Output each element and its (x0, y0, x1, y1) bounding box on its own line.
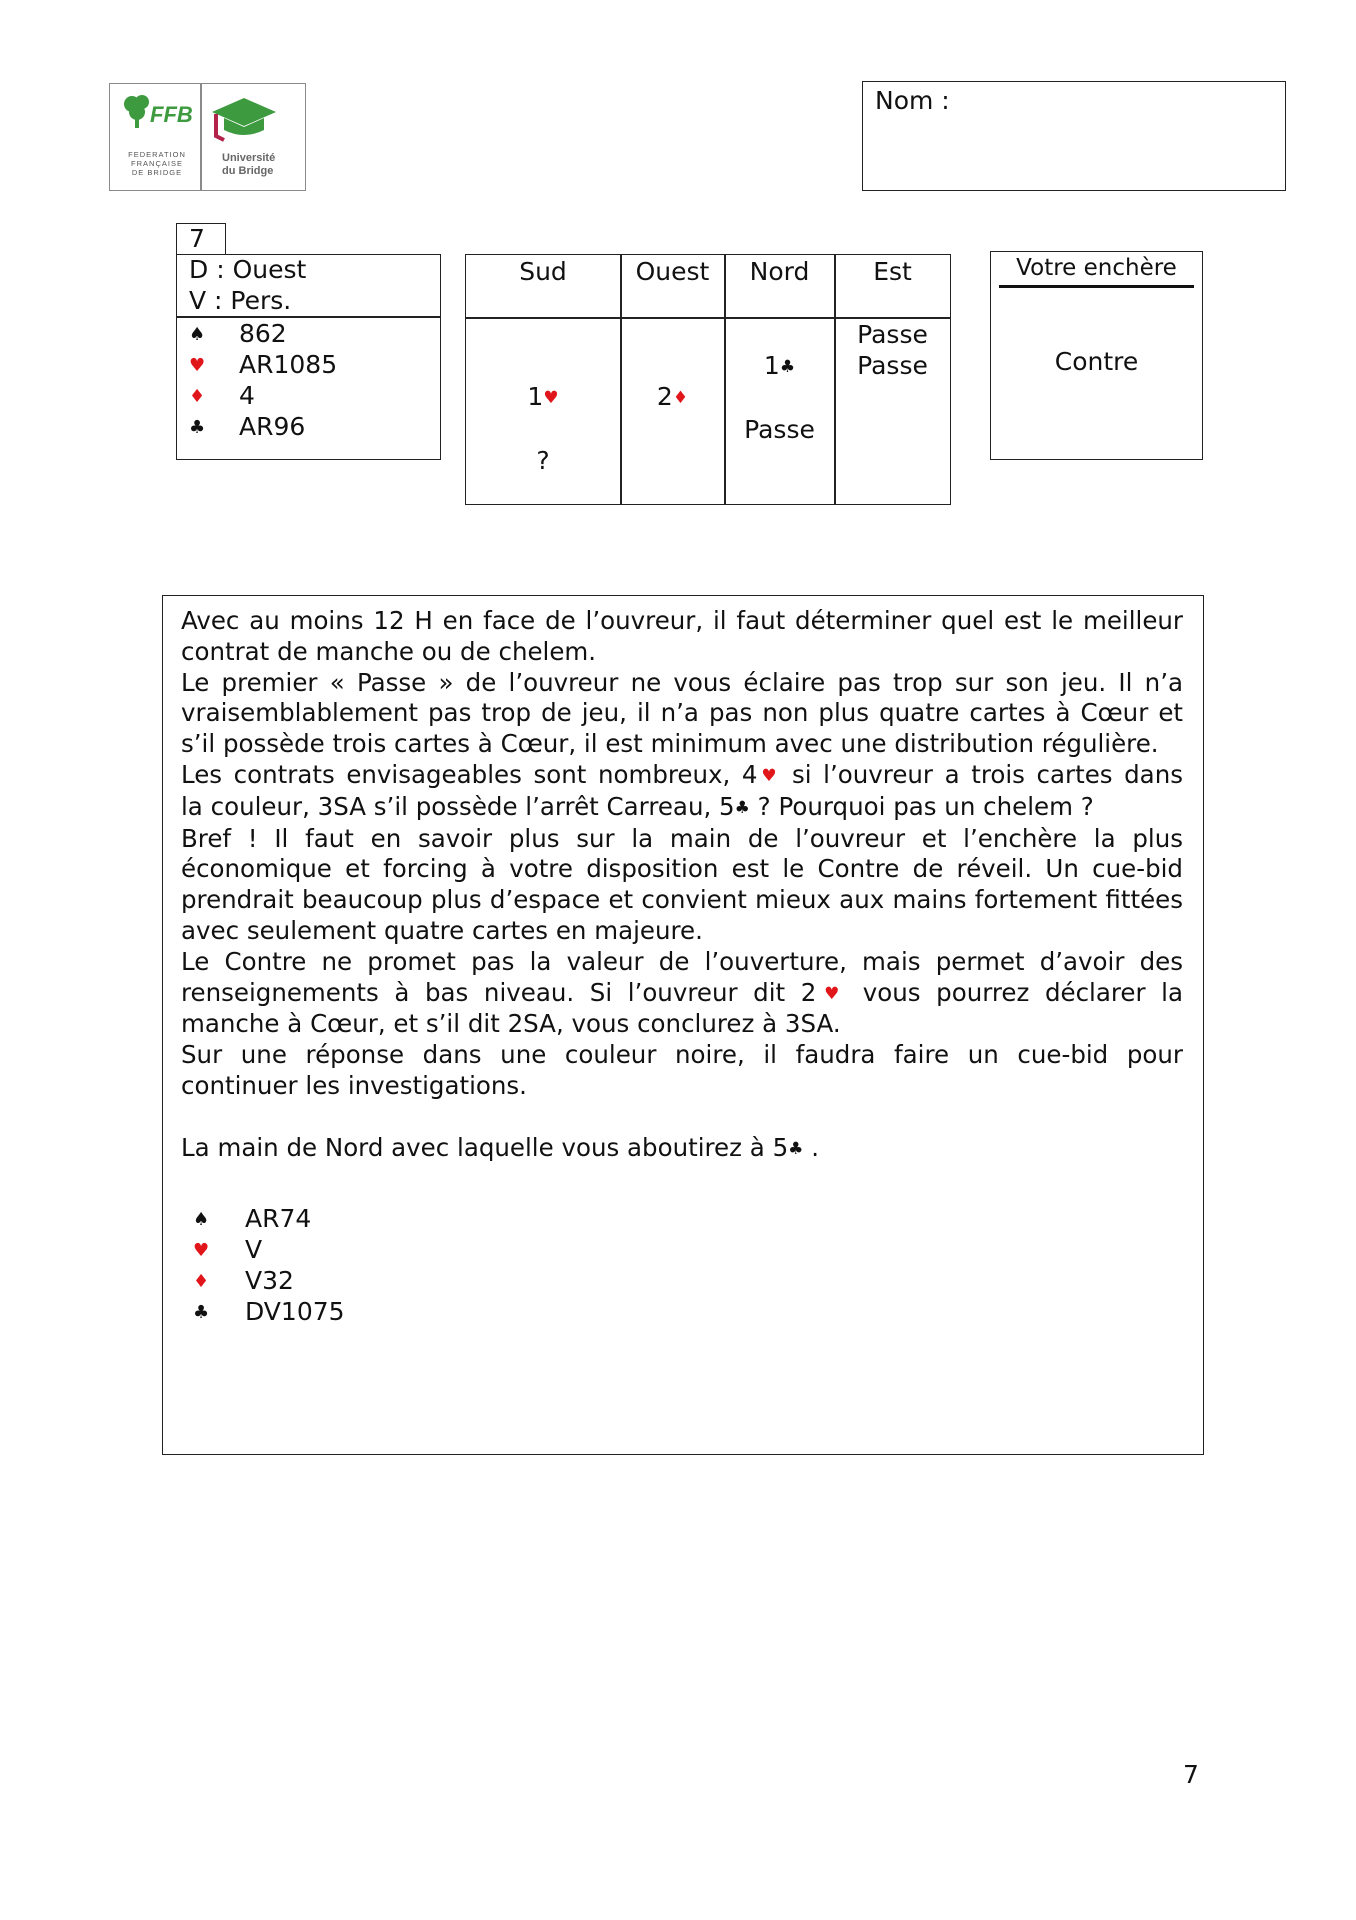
text-line: la couleur, 3SA s’il possède l’arrêt Carreau, 5♣ ? Pourquoi pas un chelem ? (181, 791, 1094, 821)
bid-sud-1-level: 1 (527, 382, 544, 411)
heart-icon: ♥ (543, 388, 559, 408)
diamond-icon: ♦ (189, 386, 206, 407)
answer-title: Votre enchère (1016, 255, 1177, 281)
heart-cards: AR1085 (239, 350, 338, 379)
deal-number: 7 (176, 223, 226, 255)
spade-icon: ♠ (189, 324, 206, 345)
bid-header-est: Est (873, 257, 912, 286)
bidding-table (465, 254, 951, 505)
bid-sud-2: ? (536, 446, 550, 475)
universite-text: Université du Bridge (222, 152, 276, 177)
text-line: prendrait beaucoup plus d’espace et convient mieux aux mains fortement fittées (181, 885, 1183, 915)
club-icon: ♣ (193, 1302, 210, 1323)
text-line: continuer les investigations. (181, 1070, 527, 1100)
spade-icon: ♠ (193, 1209, 210, 1230)
north-hand-intro: La main de Nord avec laquelle vous aboutirez à 5♣ . (181, 1132, 819, 1162)
bid-nord-2: Passe (744, 415, 815, 444)
text-line: contrat de manche ou de chelem. (181, 636, 597, 666)
tree-icon (122, 94, 152, 130)
vulnerability-label: V : Pers. (189, 286, 292, 315)
diamond-icon: ♦ (193, 1271, 210, 1292)
club-icon: ♣ (189, 417, 206, 438)
answer-box (990, 251, 1203, 460)
heart-icon: ♥ (189, 355, 206, 376)
text-line: Le premier « Passe » de l’ouvreur ne vous éclaire pas trop sur son jeu. Il n’a (181, 667, 1183, 697)
graduation-cap-icon (210, 96, 278, 144)
hand-diamonds (189, 380, 255, 412)
diamond-cards: 4 (239, 381, 255, 410)
commentary-text (181, 606, 1183, 1164)
bid-sud (466, 350, 620, 476)
club-icon: ♣ (779, 357, 796, 377)
ffb-logo-text: FFB (150, 102, 193, 127)
text-line: Le Contre ne promet pas la valeur de l’ouverture, mais permet d’avoir des (181, 946, 1183, 976)
bid-ouest (621, 350, 724, 414)
north-diamonds: ♦ V32 (193, 1266, 294, 1295)
hand-hearts (189, 349, 337, 381)
commentary-box (162, 595, 1204, 1455)
bid-ouest-level: 2 (656, 382, 673, 411)
text-line: Les contrats envisageables sont nombreux, 4♥ si l’ouvreur a trois cartes dans (181, 759, 1183, 789)
text-line: avec seulement quatre cartes en majeure. (181, 915, 703, 945)
text-line: Bref ! Il faut en savoir plus sur la main de l’ouvreur et l’enchère la plus (181, 823, 1183, 853)
heart-icon: ♥ (816, 983, 848, 1004)
hand-spades (189, 318, 287, 350)
blank-line (181, 1102, 1183, 1133)
spade-cards: 862 (239, 319, 287, 348)
page-number: 7 (1183, 1760, 1199, 1789)
club-cards: AR96 (239, 412, 306, 441)
dealer-label: D : Ouest (189, 255, 307, 284)
north-hearts: ♥ V (193, 1235, 263, 1264)
name-label: Nom : (875, 86, 950, 115)
bid-header-nord: Nord (749, 257, 810, 286)
ffb-subtitle: FEDERATION FRANÇAISE DE BRIDGE (128, 150, 186, 177)
club-icon: ♣ (734, 797, 750, 818)
bid-est: Passe Passe (857, 320, 928, 380)
bid-nord (725, 319, 834, 445)
text-line: s’il possède trois cartes à Cœur, il est minimum avec une distribution régulière. (181, 729, 1159, 759)
text-line: Sur une réponse dans une couleur noire, il faudra faire un cue-bid pour (181, 1040, 1183, 1070)
text-line: manche à Cœur, et s’il dit 2SA, vous conclurez à 3SA. (181, 1009, 841, 1039)
north-spades: ♠ AR74 (193, 1204, 312, 1233)
north-clubs: ♣ DV1075 (193, 1297, 345, 1326)
text-line: vraisemblablement pas trop de jeu, il n’a pas non plus quatre cartes à Cœur et (181, 698, 1183, 728)
answer-title-underline (999, 285, 1194, 288)
south-hand-box (176, 254, 441, 460)
hand-clubs (189, 411, 305, 443)
ffb-universite-logo (109, 83, 306, 191)
text-line: Avec au moins 12 H en face de l’ouvreur, il faut déterminer quel est le meilleur (181, 606, 1183, 635)
name-field[interactable] (862, 81, 1286, 191)
bid-header-sud: Sud (519, 257, 567, 286)
club-icon: ♣ (788, 1138, 804, 1159)
bid-nord-1-level: 1 (763, 351, 780, 380)
text-line: renseignements à bas niveau. Si l’ouvreur dit 2♥ vous pourrez déclarer la (181, 977, 1183, 1007)
text-line: économique et forcing à votre disposition est le Contre de réveil. Un cue-bid (181, 854, 1183, 884)
answer-value: Contre (1054, 347, 1139, 376)
heart-icon: ♥ (757, 765, 781, 786)
logo-divider (200, 84, 202, 190)
diamond-icon: ♦ (672, 388, 689, 408)
heart-icon: ♥ (193, 1240, 210, 1261)
bid-header-ouest: Ouest (635, 257, 710, 286)
